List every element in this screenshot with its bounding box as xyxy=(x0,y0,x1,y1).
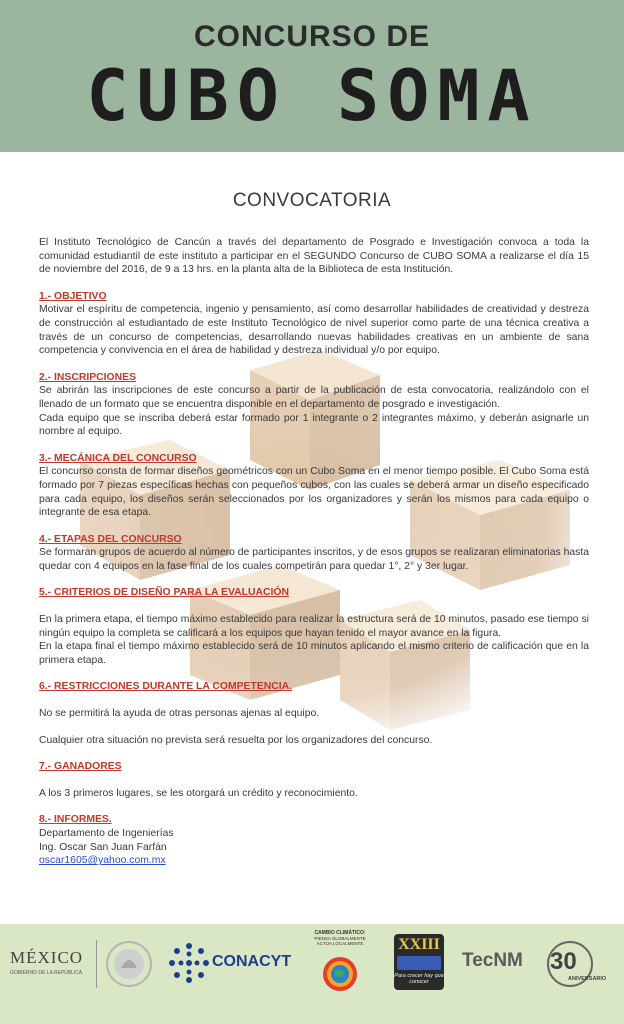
section-title: 5.- CRITERIOS DE DISEÑO PARA LA EVALUACIÓN xyxy=(39,587,289,599)
section-title: 6.- RESTRICCIONES DURANTE LA COMPETENCIA. xyxy=(39,681,293,693)
section-paragraph: El concurso consta de formar diseños geométricos con un Cubo Soma en el menor tiempo posible. El Cubo Soma está formado por 7 piezas específicas hechas con pequeños cubos, con las cuales se deberá armar un diseño especificado para cada equipo, los diseños serán seleccionados por los organizadores y serán los mismos para cada equipo o integrante de esa etapa. xyxy=(39,466,589,519)
aniversario-text: ANIVERSARIO xyxy=(568,976,607,982)
header-line2: CUBO SOMA xyxy=(86,55,538,137)
informes-contact-name: Ing. Oscar San Juan Farfán xyxy=(39,841,167,853)
aniversario-logo xyxy=(544,936,610,996)
clima-line2: PIENSA GLOBALMENTE xyxy=(314,936,366,941)
section-title: 8.- INFORMES. xyxy=(39,814,112,826)
conacyt-dots-icon xyxy=(168,942,210,984)
aniversario-number: 30 xyxy=(550,948,577,975)
section-paragraph: Se formaran grupos de acuerdo al número de participantes inscritos, y de esos grupos se realizaran eliminatorias hasta quedar con 4 equipos en la fase final de los cuales competirán para quedar 1°, 2° y 3er lugar. xyxy=(39,547,589,572)
section-criterios xyxy=(39,586,589,667)
section-paragraph: Se abrirán las inscripciones de este concurso a partir de la publicación de esta convocatoria, realizándolo con el llenado de un formato que se encuentra disponible en el departamento de posgrado e investigación. xyxy=(39,385,589,410)
section-paragraph: En la primera etapa, el tiempo máximo establecido para realizar la estructura será de 10 minutos, pasado ese tiempo si ningún equipo la completa se calificará a los equipos que hayan tenido el mayor avance en la figura. xyxy=(39,614,589,639)
section-title: 7.- GANADORES xyxy=(39,761,122,773)
section-title: 4.- ETAPAS DEL CONCURSO xyxy=(39,533,182,545)
section-informes xyxy=(39,813,589,867)
spacer xyxy=(39,694,589,707)
tecnm-logo-text: TecNM xyxy=(462,950,523,971)
spacer xyxy=(39,721,589,734)
mexico-logo xyxy=(10,948,90,976)
footer-logos xyxy=(0,924,624,1024)
intro-paragraph: El Instituto Tecnológico de Cancún a través del departamento de Posgrado e Investigación convoca a toda la comunidad estudiantil de este instituto a participar en el SEGUNDO Concurso de CUBO SOMA a realizarse el día 15 de noviembre del 2016, de 9 a 13 hrs. en la planta alta de la Biblioteca de esta Institución. xyxy=(39,237,589,276)
cambio-climatico-logo xyxy=(300,930,380,946)
informes-department: Departamento de Ingenierías xyxy=(39,828,174,839)
mexico-logo-subtext: GOBIERNO DE LA REPÚBLICA xyxy=(10,970,83,976)
section-paragraph: A los 3 primeros lugares, se les otorgará un crédito y reconocimiento. xyxy=(39,787,358,799)
section-paragraph: Cada equipo que se inscriba deberá estar formado por 1 integrante o 2 integrantes máximo, y deberán asignarle un nombre al equipo. xyxy=(39,412,589,438)
xxiii-badge xyxy=(397,956,441,970)
contact-email-link[interactable]: oscar1605@yahoo.com.mx xyxy=(39,855,166,867)
clima-line1: CAMBIO CLIMÁTICO: xyxy=(314,930,366,936)
xxiii-logo-subtext: Para crecer hay que conocer xyxy=(394,973,444,985)
section-paragraph: En la etapa final el tiempo máximo establecido será de 10 minutos aplicando el mismo criterio de calificación que en la primera etapa. xyxy=(39,641,589,666)
document-body xyxy=(39,236,589,868)
section-paragraph: No se permitirá la ayuda de otras personas ajenas al equipo. xyxy=(39,708,320,720)
section-etapas xyxy=(39,533,589,574)
globe-icon xyxy=(320,952,360,994)
spacer xyxy=(39,600,589,613)
section-restricciones xyxy=(39,680,589,747)
spacer xyxy=(39,774,589,787)
section-mecanica xyxy=(39,452,589,520)
section-title: 3.- MECÁNICA DEL CONCURSO xyxy=(39,452,197,464)
section-paragraph: Motivar el espíritu de competencia, ingenio y pensamiento, así como desarrollar habilidades de creatividad y destreza de construcción al estudiantado de este Instituto Tecnológico de nivel superior como parte de una técnica creativa a través de un concurso de competencias, desarrollando nuevas habilidades creativas en un ambiente de sana competencia y convivencia en el área de habilidad y destreza individual y/o por equipo. xyxy=(39,304,589,357)
coat-of-arms-icon xyxy=(104,938,154,990)
section-objetivo xyxy=(39,290,589,358)
section-title: 2.- INSCRIPCIONES xyxy=(39,371,136,383)
conacyt-logo-text: CONACYT xyxy=(212,953,292,970)
xxiii-logo xyxy=(394,934,444,990)
header-line1: CONCURSO DE xyxy=(193,20,430,53)
section-ganadores xyxy=(39,760,589,800)
xxiii-logo-text: XXIII xyxy=(398,936,440,953)
section-title: 1.- OBJETIVO xyxy=(39,290,107,302)
divider xyxy=(96,940,97,988)
header-banner xyxy=(0,0,624,152)
mexico-logo-text: MÉXICO xyxy=(10,948,84,967)
document-title: CONVOCATORIA xyxy=(232,190,392,211)
clima-line3: ACTÚA LOCALMENTE xyxy=(316,941,364,946)
section-paragraph: Cualquier otra situación no prevista será resuelta por los organizadores del concurso. xyxy=(39,734,433,746)
section-inscripciones xyxy=(39,371,589,439)
